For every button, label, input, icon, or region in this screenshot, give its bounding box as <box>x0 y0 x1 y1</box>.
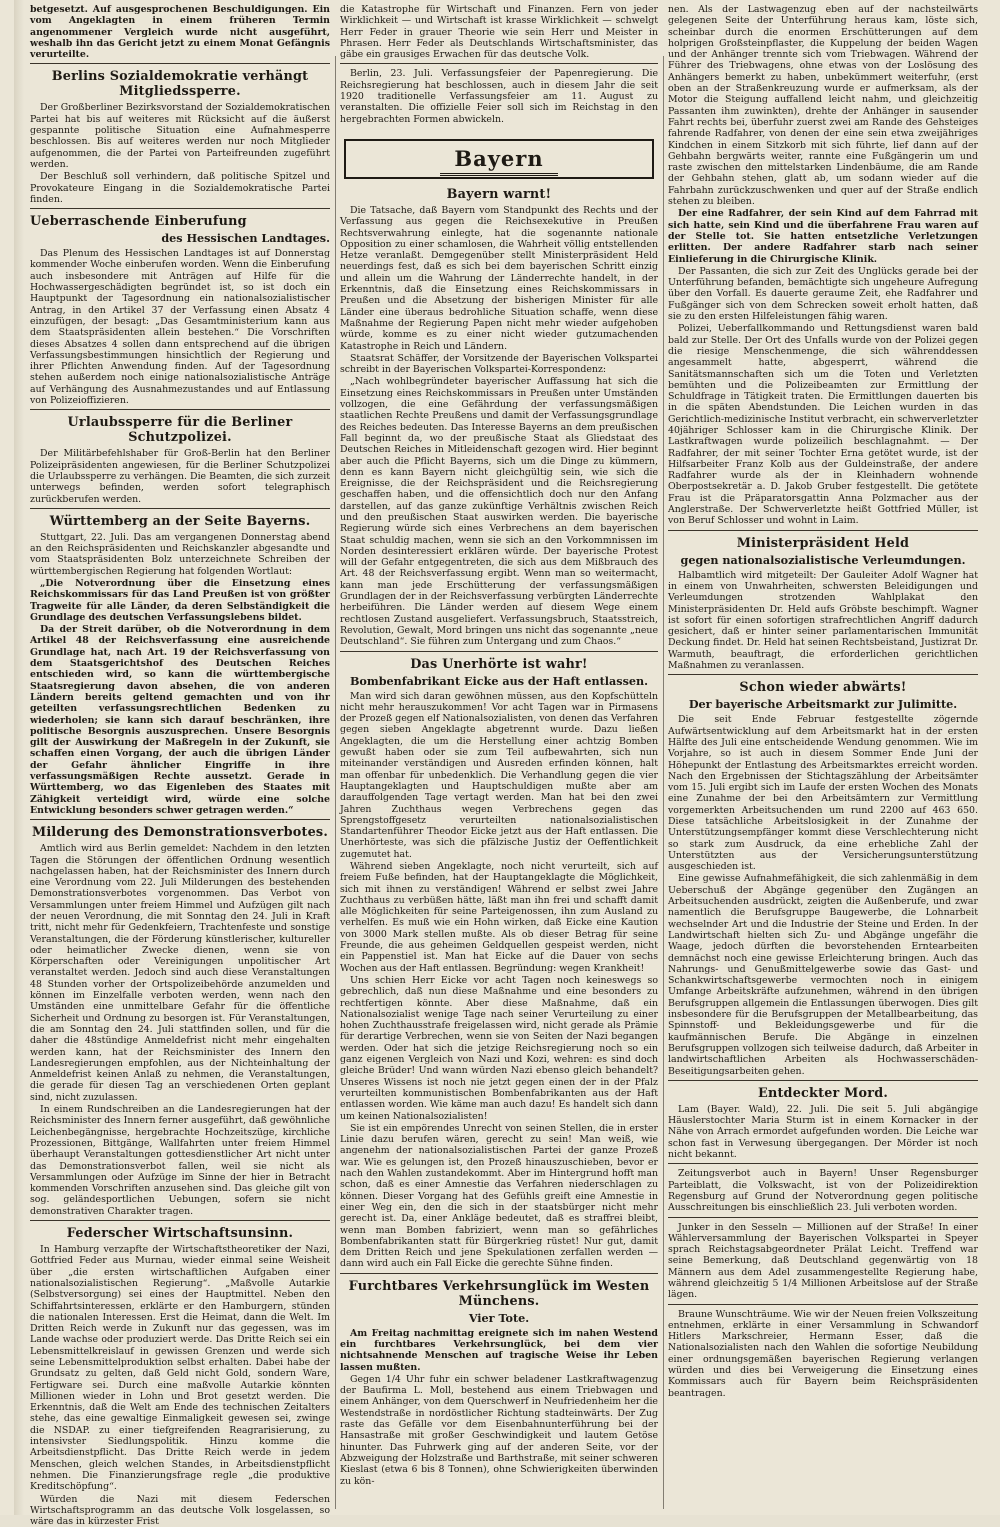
paragraph: Während sieben Angeklagte, noch nicht verurteilt, sich auf freiem Fuße befinden, hat der Hauptangeklagte die Möglichkeit, sich mit ihnen zu verständigen! Während er selbst zwei Jahre Zuchthaus zu verbüßen hätte, läßt man ihn frei und schafft damit alle Möglichkeiten für seine Parteigenossen, ihn zum Ausland zu verhelfen. Es muß wie ein Hohn wirken, daß Eicke eine Kaution von 3000 Mark stellen mußte. Als ob dieser Betrag für seine Freunde, die aus geheimen Geldquellen gespeist werden, nicht ein Pappenstiel ist. Man hat Eicke auf die Dauer von sechs Wochen aus der Haft entlassen. Begründung: wegen Krankheit! <box>340 861 658 974</box>
paragraph: Würden die Nazi mit diesem Federschen Wirtschaftsprogramm an das deutsche Volk losgelassen, so wäre das in kürzester Frist <box>30 1493 330 1527</box>
subheadline-eicke: Bombenfabrikant Eicke aus der Haft entlassen. <box>349 673 649 688</box>
paragraph-quote: „Nach wohlbegründeter bayerischer Auffassung hat sich die Einsetzung eines Reichskommissars in Preußen unter Umständen vollzogen, die eine Gefährdung der verfassungsmäßigen staatlichen Rechte Preußens und damit der Verfassungsgrundlage des Reiches bedeuten. Das Interesse Bayerns an dem preußischen Fall beginnt da, wo der preußische Staat als Gliedstaat des Deutschen Reiches in Mitleidenschaft gezogen wird. Hier beginnt aber auch die Pflicht Bayerns, sich um die Dinge zu kümmern, denn es kann Bayern nicht gleichgültig sein, wie sich die Ereignisse, die der Reichspräsident und die Reichsregierung geschaffen haben, und die offensichtlich doch nur den Anfang darstellen, auf das ganze zukünftige Verhältnis zwischen Reich und den preußischen Staat auswirken werden. Die bayerische Regierung würde sich eines Verbrechens an dem bayerischen Staat schuldig machen, wenn sie sich an den Vorkommnissen im Norden desinteressiert erklären würde. Der bayerische Protest will der Gefahr entgegentreten, die sich aus dem Mißbrauch des Art. 48 der Reichsverfassung ergibt. Wenn man so weitermacht, kann man jede Erschütterung der verfassungsmäßigen Grundlagen der in der Reichsverfassung verbürgten Länderrechte herbeiführen. Die Länder werden auf diesem Wege einem rechtlosen Zustand ausgeliefert. Verfassungsbruch, Staatsstreich, Revolution, Gewalt, Mord bringen uns nicht das sogenannte „neue Deutschland“. Sie führen zum Untergang und zum Chaos.“ <box>340 376 658 648</box>
paragraph: Polizei, Ueberfallkommando und Rettungsdienst waren bald bald zur Stelle. Der Ort des Unfalls wurde von der Polizei gegen die riesige Menschenmenge, die sich währenddessen angesammelt hatte, abgesperrt, während die Sanitätsmannschaften sich um die Toten und Verletzten bemühten und die Polizeibeamten zur Ermittlung der Schuldfrage in Tätigkeit traten. Die Ermittlungen dauerten bis in die späten Abendstunden. Die Leichen wurden in das Gerichtlich-medizinische Institut verbracht, ein schwerverletzter 40jähriger Schlosser kam in die Chirurgische Klinik. Der Lastkraftwagen wurde polizeilich beschlagnahmt. — Der Radfahrer, der mit seiner Tochter Erna getötet wurde, ist der Hilfsarbeiter Franz Kolb aus der Guldeinstraße, der andere Radfahrer wurde als der in Kleinhadern wohnende Oberpostsekretär a. D. Jakob Gruber festgestellt. Die getötete Frau ist die Präparatorsgattin Anna Polzmacher aus der Anglerstraße. Der Schwerverletzte heißt Gottfried Müller, ist von Beruf Schlosser und wohnt in Laim. <box>668 323 978 527</box>
paragraph: Lam (Bayer. Wald), 22. Juli. Die seit 5. Juli abgängige Häuslerstochter Maria Sturm ist in einem Kornacker in der Nähe von Arrach ermordet aufgefunden worden. Die Leiche war schon fast in Verwesung übergegangen. Der Mörder ist noch nicht bekannt. <box>668 1103 978 1161</box>
article-divider <box>668 1080 978 1081</box>
article-divider <box>30 508 330 509</box>
article-divider <box>30 819 330 820</box>
continued-text: nen. Als der Lastwagenzug eben auf der nachsteilwärts gelegenen Seite der Unterführung heraus kam, löste sich, scheinbar durch die enormen Erschütterungen auf dem holprigen Großsteinpflaster, die Kuppelung der beiden Wagen und der Anhänger trennte sich vom Triebwagen. Während der Führer des Triebwagens, ohne etwas von der Loslösung des Anhängers bemerkt zu haben, unbekümmert weiterfuhr, (erst oben an der Straßenkreuzung wurde er aufmerksam, als der Motor die Steigung auffallend leicht nahm, und gleichzeitig Passanten ihm zuwinkten), drehte der Anhänger in sausender Fahrt rechts bei, überfuhr zuerst zwei am Rande des Gehsteiges fahrende Radfahrer, von denen der eine sein etwa zweijähriges Kindchen in einem Sitzkorb mit sich führte, lief dann auf der Gehbahn bergwärts weiter, rannte eine Fußgängerin um und raste zwischen den mittelstarken Lindenbäume, die am Rande der Gehbahn stehen, glatt ab, um sodann wieder auf die Fahrbahn zurückzuschwenken und quer auf der Straße endlich stehen zu bleiben. <box>668 4 978 208</box>
paragraph: Der Passanten, die sich zur Zeit des Unglücks gerade bei der Unterführung befanden, bemächtigte sich ungeheure Aufregung über den Vorfall. Es dauerte geraume Zeit, ehe Radfahrer und Fußgänger sich von dem Schrecken soweit erholt hatten, daß sie zu den ersten Hilfeleistungen fähig waren. <box>668 265 978 323</box>
paragraph-quote: „Die Notverordnung über die Einsetzung eines Reichskommissars für das Land Preußen ist von größter Tragweite für alle Länder, da deren Selbständigkeit die Grundlage des deutschen Verfassungslebens bildet. <box>30 577 330 623</box>
headline-held: Ministerpräsident Held <box>736 535 910 551</box>
paragraph: Das Plenum des Hessischen Landtages ist auf Donnerstag kommender Woche einberufen worden. Wenn die Einberufung auch insbesondere mit Anträgen auf Hilfe für die Hochwassergeschädigten begründet ist, so ist doch ein Hauptpunkt der Tagesordnung ein nationalsozialistischer Antrag, in den Artikel 37 der Verfassung einen Absatz 4 einzufügen, der besagt: „Das Gesamtministerium kann aus dem Staatspräsidenten allein bestehen.“ Die Vorschriften dieses Absatzes 4 sollen dann entsprechend auf die übrigen Verfassungsbestimmungen hinsichtlich der Regierung und ihrer Pflichten Anwendung finden. Auf der Tagesordnung stehen außerdem noch einige nationalsozialistische Anträge auf Verhängung des Ausnahmezustandes und auf Entlassung von Polizeioffizieren. <box>30 248 330 407</box>
paragraph: Der Beschluß soll verhindern, daß politische Spitzel und Provokateure Eingang in die Sozialdemokratische Partei finden. <box>30 171 330 205</box>
column-divider-1 <box>335 56 336 1509</box>
paragraph: Die Tatsache, daß Bayern vom Standpunkt des Rechts und der Verfassung aus gegen die Reichsexekutive in Preußen Rechtsverwahrung einlegte, hat die sogenannte nationale Opposition zu einer schamlosen, die Wahrheit völlig entstellenden Hetze veranlaßt. Demgegenüber stellt Ministerpräsident Held neuerdings fest, daß es sich bei dem bayerischen Schritt einzig und allein um die Wahrung der Länderrechte handelt, in der Erkenntnis, daß die Einsetzung eines Reichskommissars in Preußen und die Absetzung der bisherigen Minister für alle Länder eine überaus bedrohliche Situation schaffe, wenn diese Maßnahme der Regierung Papen nicht mehr wieder aufgehoben würde, komme es zu einer nicht wieder gutzumachenden Katastrophe in Reich und Ländern. <box>340 204 658 352</box>
paragraph: Der eine Radfahrer, der sein Kind auf dem Fahrrad mit sich hatte, sein Kind und die überfahrene Frau waren auf der Stelle tot. Sie hatten entsetzliche Verletzungen erlitten. Der andere Radfahrer starb nach seiner Einlieferung in die Chirurgische Klinik. <box>668 208 978 265</box>
article-divider <box>668 530 978 531</box>
column-middle <box>340 4 658 1509</box>
paragraph: Eine gewisse Aufnahmefähigkeit, die sich zahlenmäßig in dem Ueberschuß der Abgänge gegenüber den Zugängen an Arbeitsuchenden ausdrückt, zeigten die Außenberufe, und zwar namentlich die Berufsgruppe Baugewerbe, die Lohnarbeit wechselnder Art und die Industrie der Steine und Erden. In der Landwirtschaft hielten sich Zu- und Abgänge ungefähr die Waage, jedoch dürften die bevorstehenden Erntearbeiten demnächst noch eine gewisse Erleichterung bringen. Auch das Nahrungs- und Genußmittelgewerbe sowie das Gast- und Schankwirtschaftsgewerbe vermochten noch in einigem Umfange Arbeitskräfte aufzunehmen, während in den übrigen Berufsgruppen allgemein die Entlassungen überwogen. Dies gilt insbesondere für die Berufsgruppen der Metallbearbeitung, das Spinnstoff- und Bekleidungsgewerbe und für die kaufmännischen Berufe. Die Abgänge in einzelnen Berufsgruppen vollzogen sich teilweise dadurch, daß Arbeiter in landwirtschaftlichen Arbeiten als Hochwasserschäden-Beseitigungsarbeiten gehen. <box>668 873 978 1077</box>
article-divider <box>30 409 330 410</box>
column-right <box>668 4 978 1509</box>
article-divider <box>30 63 330 64</box>
subheadline-traffic-accident: Vier Tote. <box>468 1310 530 1325</box>
subheadline-labour-market: Der bayerische Arbeitsmarkt zur Julimitte. <box>688 697 958 712</box>
headline-labour-market: Schon wieder abwärts! <box>739 680 907 696</box>
paragraph-constitution-day: Berlin, 23. Juli. Verfassungsfeier der Papenregierung. Die Reichsregierung hat beschlossen, auch in diesem Jahr die seit 1920 traditionelle Verfassungsfeier am 11. August zu veranstalten. Die offizielle Feier soll sich im Reichstag in den hergebrachten Formen abwickeln. <box>340 68 658 125</box>
subheadline-hessian-landtag: des Hessischen Landtages. <box>161 231 330 246</box>
news-note: Junker in den Sesseln — Millionen auf der Straße! In einer Wählerversammlung der Bayerischen Volkspartei in Speyer sprach Reichstagsabgeordneter Prälat Leicht. Treffend war seine Bemerkung, daß Deutschland gegenwärtig von 18 Männern aus dem Adel zusammengestellte Regierung habe, während gleichzeitig 5 1/4 Millionen Arbeitslose auf der Straße lägen. <box>668 1221 978 1301</box>
section-header-bayern <box>344 139 654 179</box>
paragraph: Gegen 1/4 Uhr fuhr ein schwer beladener Lastkraftwagenzug der Baufirma L. Moll, bestehend aus einem Triebwagen und einem Anhänger, von dem Querschwerf in Neufriedenheim her die Westendstraße in nordöstlicher Richtung stadteinwärts. Der Zug raste das Gefälle vor dem Eisenbahnunterführung bei der Hansastraße mit großer Geschwindigkeit und lautem Getöse hinunter. Das Fuhrwerk ging auf der anderen Seite, vor der Abzweigung der Holzstraße und Barthstraße, mit seiner schweren Kieslast (etwa 6 bis 8 Tonnen), ohne Schwierigkeiten überwinden zu kön- <box>340 1373 658 1487</box>
article-divider <box>340 63 658 64</box>
article-divider <box>668 1304 978 1305</box>
paragraph: Uns schien Herr Eicke vor acht Tagen noch keineswegs so gebrechlich, daß nun diese Maßnahme und eine besonders zu rechtfertigen könnte. Aber diese Maßnahme, daß ein Nationalsozialist wenige Tage nach seiner Verurteilung zu einer hohen Zuchthausstrafe freigelassen wird, nicht gerade als Prämie für derartige Verbrechen, wenn sie von Seiten der Nazi begangen werden. Oder hat sich die jetzige Reichsregierung noch so ein ganz eigenen Vergleich von Nazi und Kozi, wehren: es sind doch gleiche Brüder! Und wann würden Nazi ebenso gleich behandelt? Unseres Wissens ist noch nie jetzt gegen einen der in der Pfalz verurteilten kommunistischen Bombenfabrikanten aus der Haft entlassen worden. Wie käme man auch dazu! Es handelt sich dann um keinen Nationalsozialisten! <box>340 974 658 1122</box>
headline-berlin-police: Urlaubssperre für die Berliner Schutzpolizei. <box>67 415 293 446</box>
headline-hessian-landtag: Ueberraschende Einberufung <box>30 214 247 230</box>
news-note: Zeitungsverbot auch in Bayern! Unser Regensburger Parteiblatt, die Volkswacht, ist von der Polizeidirektion Regensburg auf Grund der Notverordnung gegen politische Ausschreitungen bis einschließlich 23. Juli verboten worden. <box>668 1168 978 1214</box>
page-fold-shadow <box>14 0 24 1515</box>
section-label: Bayern <box>440 145 557 176</box>
headline-wuerttemberg: Württemberg an der Seite Bayerns. <box>49 513 311 529</box>
subheadline-held: gegen nationalsozialistische Verleumdungen. <box>680 552 966 567</box>
headline-spd-membership: Berlins Sozialdemokratie verhängt Mitgliedssperre. <box>51 69 309 100</box>
continued-text: betgesetzt. Auf ausgesprochenen Beschuldigungen. Ein vom Angeklagten in einem früheren Termin angenommener Vergleich wurde nicht ausgeführt, weshalb ihn das Gericht jetzt zu einem Monat Gefängnis verurteilte. <box>30 4 330 61</box>
continued-text: die Katastrophe für Wirtschaft und Finanzen. Fern von jeder Wirklichkeit — und Wirtschaft ist krasse Wirklichkeit — schwelgt Herr Feder in grauer Theorie wie sein Herr und Meister in Phrasen. Herr Feder als Deutschlands Wirtschaftsminister, das gäbe ein grausiges Erwachen für das deutsche Volk. <box>340 4 658 61</box>
headline-feder-economics: Federscher Wirtschaftsunsinn. <box>66 1226 294 1242</box>
article-divider <box>30 208 330 209</box>
paragraph: Amtlich wird aus Berlin gemeldet: Nachdem in den letzten Tagen die Störungen der öffentlichen Ordnung wesentlich nachgelassen haben, hat der Reichsminister des Innern durch eine Verordnung vom 22. Juli Milderungen des bestehenden Demonstrationsverbotes vorgenommen. Das Verbot von Versammlungen unter freiem Himmel und Aufzügen gilt nach der neuen Verordnung, die mit Sonntag den 24. Juli in Kraft tritt, nicht mehr für Gedenkfeiern, Trachtenfeste und sonstige Veranstaltungen, die der Förderung künstlerischer, kultureller oder heimatlicher Zwecke dienen, wenn sie von Körperschaften oder Vereinigungen unpolitischer Art veranstaltet werden. Jedoch sind auch diese Veranstaltungen 48 Stunden vorher der Ortspolizeibehörde anzumelden und können im Einzelfalle verboten werden, wenn nach den Umständen eine unmittelbare Gefahr für die öffentliche Sicherheit und Ordnung zu besorgen ist. Für Veranstaltungen, die am Sonntag den 24. Juli stattfinden sollen, und für die daher die 48stündige Anmeldefrist nicht mehr eingehalten werden kann, hat der Reichsminister des Innern den Landesregierungen empfohlen, aus der Nichteinhaltung der Anmeldefrist keinen Anlaß zu nehmen, die Veranstaltungen, die gerade für diesen Tag an verschiedenen Orten geplant sind, nicht zuzulassen. <box>30 843 330 1103</box>
paragraph: Sie ist ein empörendes Unrecht von seinen Stellen, die in erster Linie dazu berufen wären, gerecht zu sein! Man weiß, wie angenehm der nationalsozialistischen Partei der ganze Prozeß war. Wie es gelungen ist, den Prozeß hinauszuschieben, bevor er nach den Wahlen zustandekommt. Aber im Hintergrund hofft man schon, daß es einer Amnestie das Verfahren niederschlagen zu können. Dieser Vorgang hat des Gefühls greift eine Amnestie in einer Weg ein, den die sich in der staatsbürger nicht mehr gerecht ist. Da, einer Ankläge bedeutet, daß es straffrei bleibt, wenn man Bomben fabriziert, wenn man so gefährliches Bombenfabrikanten statt für Bürgerkrieg rüstet! Nur gut, damit dem Dritten Reich und jene Spekulationen zerfallen werden — dann wird auch ein Fall Eicke die gerechte Sühne finden. <box>340 1122 658 1270</box>
headline-murder: Entdeckter Mord. <box>757 1085 888 1101</box>
paragraph: In einem Rundschreiben an die Landesregierungen hat der Reichsminister des Innern ferner ausgeführt, daß gewöhnliche Leichenbegängnisse, hergebrachte Hochzeitszüge, kirchliche Prozessionen, Bittgänge, Wallfahrten unter freiem Himmel überhaupt Veranstaltungen gottesdienstlicher Art nicht unter das Demonstrationsverbot fallen, weil sie nicht als Versammlungen oder Aufzüge im Sinne der hier in Betracht kommenden Vorschriften anzusehen sind. Das gleiche gilt von sog. geländesportlichen Uebungen, sofern sie nicht demonstrativen Charakter tragen. <box>30 1104 330 1217</box>
article-divider <box>30 1220 330 1221</box>
article-divider <box>340 1273 658 1274</box>
article-divider <box>668 1163 978 1164</box>
column-left <box>30 4 330 1527</box>
headline-bayern-warnt: Bayern warnt! <box>446 186 552 202</box>
paragraph: Die seit Ende Februar festgestellte zögernde Aufwärtsentwicklung auf dem Arbeitsmarkt hat in der ersten Hälfte des Juli eine entscheidende Wendung genommen. Wie im Vorjahre, so ist auch in diesem Sommer Ende Juni der Höhepunkt der Entlastung des Arbeitsmarktes erreicht worden. Nach den Ergebnissen der Stichtagszählung der Arbeitsämter vom 15. Juli ergibt sich im Laufe der ersten Wochen des Monats eine Zunahme der bei den Arbeitsämtern zur Vermittlung vorgemerkten Arbeitsuchenden um rund 2200 auf 463 650. Diese tatsächliche Arbeitslosigkeit in der Zunahme der Unterstützungsempfänger kommt diese Verschlechterung nicht so stark zum Ausdruck, da eine erhebliche Zahl der Unterstützten aus der Versicherungsunterstützung ausgeschieden ist. <box>668 714 978 873</box>
paragraph: In Hamburg verzapfte der Wirtschaftstheoretiker der Nazi, Gottfried Feder aus Murnau, wieder einmal seine Weisheit über „die ersten wirtschaftlichen Aufgaben einer nationalsozialistischen Regierung“. „Maßvolle Autarkie (Selbstversorgung) sei eines der Hauptmittel. Neben den Schiffahrtsinteressen, erklärte er den Hamburgern, stünden die nationalen Interessen. Erst die Heimat, dann die Welt. Im Dritten Reich werde in Zukunft nur das gegessen, was im Lande wachse oder produziert werde. Das Dritte Reich sei ein Lebensmittelkreislauf in gewissen Grenzen und werde sich seine Lebensmittelproduktion selbst erhalten. Dabei habe der Grundsatz zu gelten, daß Geld nicht Gold, sondern Ware, Fertigware sei. Durch eine maßvolle Autarkie könnten Millionen wieder in Lohn und Brot gesetzt werden. Die Erkenntnis, daß die Welt am Ende des technischen Zeitalters stehe, das eine gewaltige Einmaligkeit gewesen sei, zwinge die NSDAP. zu einer tiefgreifenden Reagrarisierung, zu intensivster Siedlungspolitik. Hinzu komme die Arbeitsdienstpflicht. Das Dritte Reich werde in jedem Menschen, gleich welchen Standes, in Arbeitsdienstpflicht nehmen. Die Finanzierungsfrage regle „die produktive Kreditschöpfung“. <box>30 1244 330 1493</box>
paragraph: Halbamtlich wird mitgeteilt: Der Gauleiter Adolf Wagner hat in einem von Unwahrheiten, schwersten Beleidigungen und Verleumdungen strotzenden Wahlplakat den Ministerpräsidenten Dr. Held aufs Gröbste beschimpft. Wagner ist sofort für einen sofortigen strafrechtlichen Angriff dadurch gesichert, daß er hinter seiner parlamentarischen Immunität Deckung findet. Dr. Held hat seinen Rechtsbeistand, Justizrat Dr. Warmuth, beauftragt, die erforderlichen gerichtlichen Maßnahmen zu veranlassen. <box>668 569 978 672</box>
article-divider <box>668 1217 978 1218</box>
paragraph-lead: Am Freitag nachmittag ereignete sich im nahen Westend ein furchtbares Verkehrsunglück, bei dem vier nichtsahnende Menschen auf tragische Weise ihr Leben lassen mußten. <box>340 1327 658 1373</box>
headline-demonstration-ban: Milderung des Demonstrationsverbotes. <box>32 825 328 841</box>
headline-eicke: Das Unerhörte ist wahr! <box>410 656 588 672</box>
column-divider-2 <box>663 56 664 1509</box>
paragraph: Der Militärbefehlshaber für Groß-Berlin hat den Berliner Polizeipräsidenten angewiesen, für die Berliner Schutzpolizei die Urlaubssperre zu verhängen. Die Beamten, die sich zurzeit unterwegs befinden, werden sofort telegraphisch zurückberufen werden. <box>30 448 330 505</box>
headline-traffic-accident: Furchtbares Verkehrsunglück im Westen Münchens. <box>348 1278 650 1309</box>
article-divider <box>340 651 658 652</box>
paragraph: Der Großberliner Bezirksvorstand der Sozialdemokratischen Partei hat bis auf weiteres mit Rücksicht auf die äußerst gespannte politische Situation eine Aufnahmesperre beschlossen. Bis auf weiteres werden nur noch Mitglieder aufgenommen, die der Partei von Parteifreunden zugeführt werden. <box>30 102 330 170</box>
article-divider <box>668 674 978 675</box>
paragraph: Stuttgart, 22. Juli. Das am vergangenen Donnerstag abend an den Reichspräsidenten und Reichskanzler abgesandte und vom Staatspräsidenten Bolz unterzeichnete Schreiben der württembergischen Regierung hat folgenden Wortlaut: <box>30 531 330 577</box>
paragraph: Man wird sich daran gewöhnen müssen, aus den Kopfschütteln nicht mehr herauszukommen! Vor acht Tagen war in Pirmasens der Prozeß gegen elf Nationalsozialisten, von denen das Verfahren gegen sieben Angeklagte abgetrennt wurde. Dazu ließen Angeklagten, die um die Herstellung einer achtzig Bomben gewußt haben oder sie zum Teil aufbewahrten, sich nun miteinander verständigen und Ausreden erfinden können, halt man offenbar für unbedenklich. Die Verhandlung gegen die vier Hauptangeklagten und Hauptschuldigen mußte aber am darauffolgenden Tage vertagt werden. Man hat bei den zwei Jahren Zuchthaus wegen Verbrechens gegen das Sprengstoffgesetz verurteilten nationalsozialistischen Standartenführer Theodor Eicke jetzt aus der Haft entlassen. Die Unerhörteste, was sich die pfälzische Justiz der Oeffentlichkeit zugemutet hat. <box>340 690 658 860</box>
news-note: Braune Wunschträume. Wie wir der Neuen freien Volkszeitung entnehmen, erklärte in einer Versammlung in Schwandorf Hitlers Markschreier, Hermann Esser, daß die Nationalsozialisten nach den Wahlen die sofortige Neubildung einer ordnungsgemäßen bayerischen Regierung verlangen würden und dies bei Verweigerung die Einsetzung eines Kommissars auch für Bayern beim Reichspräsidenten beantragen. <box>668 1308 978 1399</box>
paragraph-quote: Da der Streit darüber, ob die Notverordnung in dem Artikel 48 der Reichsverfassung eine ausreichende Grundlage hat, nach Art. 19 der Reichsverfassung von dem Staatsgerichtshof des Deutschen Reiches entschieden wird, so kann die württembergische Staatsregierung davon absehen, die von anderen Ländern bereits geltend gemachten und von ihr geteilten verfassungsrechtlichen Bedenken zu wiederholen; sie kann sich darauf beschränken, ihre politische Besorgnis auszusprechen. Unsere Besorgnis gilt der Auswirkung der Maßregeln in der Zukunft, sie schaffen einen Vorgang, der auch die übrigen Länder der Gefahr ähnlicher Eingriffe in ihre verfassungsmäßigen Rechte aussetzt. Gerade in Württemberg, wo das Eigenleben des Staates mit Zähigkeit verteidigt wird, würde eine solche Entwicklung besonders schwer getragen werden.“ <box>30 624 330 816</box>
paragraph: Staatsrat Schäffer, der Vorsitzende der Bayerischen Volkspartei schreibt in der Bayerischen Volkspartei-Korrespondenz: <box>340 352 658 376</box>
